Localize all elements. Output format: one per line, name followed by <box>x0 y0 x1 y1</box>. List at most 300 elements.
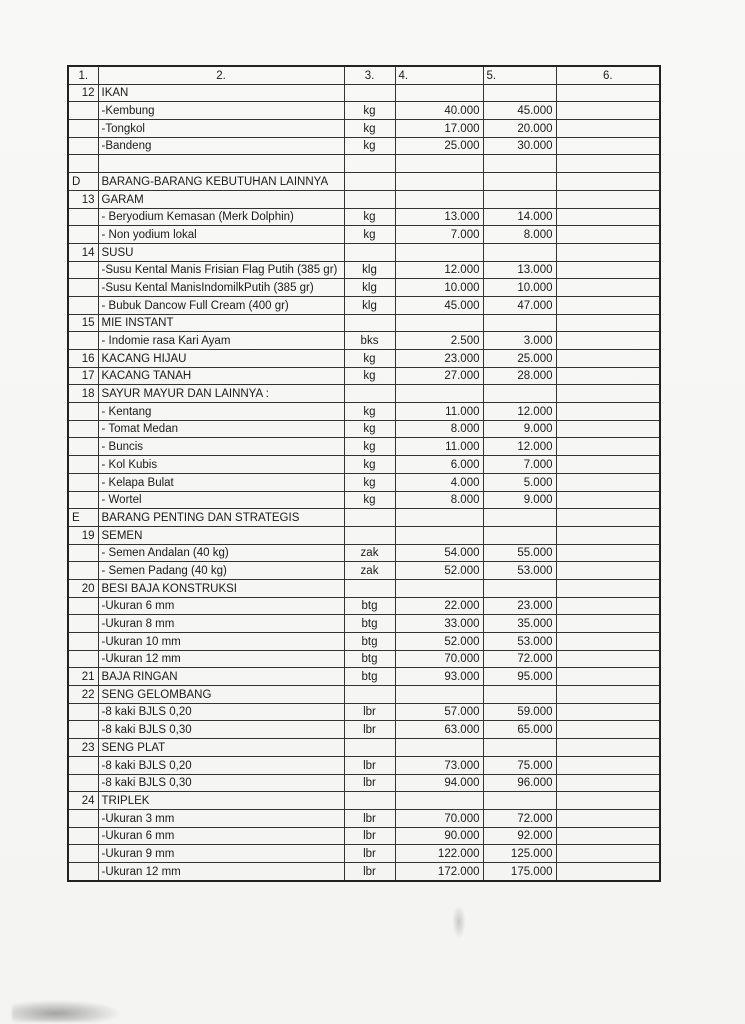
table-row <box>68 137 660 155</box>
unit-cell: kg <box>344 137 395 155</box>
value-col4-cell: 8.000 <box>395 420 483 438</box>
table-row <box>68 102 660 120</box>
value-col6-cell <box>556 774 660 792</box>
table-row <box>68 367 660 385</box>
value-col6-cell <box>556 579 660 597</box>
value-col6-cell <box>556 261 660 279</box>
value-col5-cell: 35.000 <box>483 615 556 633</box>
value-col5-cell: 25.000 <box>483 350 556 368</box>
value-col4-cell: 52.000 <box>395 562 483 580</box>
table-row <box>68 739 660 757</box>
table-row <box>68 226 660 244</box>
table-row <box>68 562 660 580</box>
value-col6-cell <box>556 243 660 261</box>
unit-cell: lbr <box>344 827 395 845</box>
table-row <box>68 403 660 421</box>
item-name-cell: - Beryodium Kemasan (Merk Dolphin) <box>98 208 344 226</box>
unit-cell: kg <box>344 120 395 138</box>
value-col4-cell: 172.000 <box>395 862 483 880</box>
item-name-cell: IKAN <box>98 84 344 102</box>
unit-cell: zak <box>344 544 395 562</box>
value-col6-cell <box>556 190 660 208</box>
value-col5-cell: 95.000 <box>483 668 556 686</box>
table-row <box>68 438 660 456</box>
item-name-cell: SENG GELOMBANG <box>98 686 344 704</box>
unit-cell: btg <box>344 633 395 651</box>
row-number-cell: 16 <box>68 350 98 368</box>
table-body <box>68 66 660 881</box>
table-row <box>68 845 660 863</box>
table-row <box>68 243 660 261</box>
value-col6-cell <box>556 350 660 368</box>
item-name-cell: KACANG TANAH <box>98 367 344 385</box>
item-name-cell: - Wortel <box>98 491 344 509</box>
table-row <box>68 314 660 332</box>
table-row <box>68 862 660 880</box>
value-col5-cell: 45.000 <box>483 102 556 120</box>
value-col4-cell: 90.000 <box>395 827 483 845</box>
value-col5-cell: 72.000 <box>483 809 556 827</box>
unit-cell: kg <box>344 102 395 120</box>
unit-cell <box>344 155 395 173</box>
value-col4-cell <box>395 579 483 597</box>
table-row <box>68 633 660 651</box>
unit-cell: lbr <box>344 862 395 880</box>
table-row <box>68 792 660 810</box>
item-name-cell: -Ukuran 6 mm <box>98 827 344 845</box>
value-col5-cell: 59.000 <box>483 703 556 721</box>
item-name-cell: -Kembung <box>98 102 344 120</box>
value-col4-cell <box>395 155 483 173</box>
header-cell-6: 6. <box>556 66 660 84</box>
value-col4-cell: 54.000 <box>395 544 483 562</box>
value-col5-cell <box>483 739 556 757</box>
unit-cell <box>344 190 395 208</box>
header-row <box>68 66 660 84</box>
value-col5-cell: 30.000 <box>483 137 556 155</box>
header-cell-1: 1. <box>68 66 98 84</box>
value-col5-cell: 12.000 <box>483 403 556 421</box>
row-number-cell: 12 <box>68 84 98 102</box>
item-name-cell: -Ukuran 8 mm <box>98 615 344 633</box>
row-number-cell <box>68 102 98 120</box>
row-number-cell: 15 <box>68 314 98 332</box>
value-col5-cell: 13.000 <box>483 261 556 279</box>
unit-cell: klg <box>344 279 395 297</box>
row-number-cell <box>68 862 98 880</box>
unit-cell: klg <box>344 261 395 279</box>
item-name-cell: -8 kaki BJLS 0,20 <box>98 703 344 721</box>
item-name-cell: -8 kaki BJLS 0,30 <box>98 721 344 739</box>
value-col4-cell <box>395 314 483 332</box>
unit-cell: lbr <box>344 809 395 827</box>
table-row <box>68 827 660 845</box>
item-name-cell: -Susu Kental Manis Frisian Flag Putih (385 gr) <box>98 261 344 279</box>
row-number-cell <box>68 261 98 279</box>
value-col6-cell <box>556 792 660 810</box>
item-name-cell: -Ukuran 9 mm <box>98 845 344 863</box>
value-col4-cell: 17.000 <box>395 120 483 138</box>
table-row <box>68 385 660 403</box>
row-number-cell <box>68 703 98 721</box>
value-col6-cell <box>556 332 660 350</box>
unit-cell <box>344 526 395 544</box>
value-col4-cell: 40.000 <box>395 102 483 120</box>
value-col6-cell <box>556 102 660 120</box>
item-name-cell: GARAM <box>98 190 344 208</box>
row-number-cell <box>68 456 98 474</box>
row-number-cell <box>68 756 98 774</box>
unit-cell: lbr <box>344 774 395 792</box>
item-name-cell: -Susu Kental ManisIndomilkPutih (385 gr) <box>98 279 344 297</box>
item-name-cell: -8 kaki BJLS 0,30 <box>98 774 344 792</box>
item-name-cell: -Ukuran 3 mm <box>98 809 344 827</box>
row-number-cell <box>68 774 98 792</box>
value-col4-cell: 8.000 <box>395 491 483 509</box>
table-row <box>68 615 660 633</box>
value-col5-cell: 53.000 <box>483 633 556 651</box>
table-row <box>68 208 660 226</box>
row-number-cell <box>68 208 98 226</box>
table-row <box>68 491 660 509</box>
value-col5-cell: 9.000 <box>483 491 556 509</box>
value-col5-cell: 175.000 <box>483 862 556 880</box>
table-row <box>68 721 660 739</box>
table-row <box>68 756 660 774</box>
table-row <box>68 579 660 597</box>
value-col6-cell <box>556 721 660 739</box>
row-number-cell <box>68 296 98 314</box>
value-col6-cell <box>556 544 660 562</box>
value-col6-cell <box>556 385 660 403</box>
row-number-cell: 18 <box>68 385 98 403</box>
value-col5-cell <box>483 526 556 544</box>
table-row <box>68 509 660 527</box>
table-row <box>68 597 660 615</box>
value-col4-cell <box>395 385 483 403</box>
value-col6-cell <box>556 84 660 102</box>
table-row <box>68 84 660 102</box>
row-number-cell <box>68 332 98 350</box>
unit-cell: kg <box>344 403 395 421</box>
value-col4-cell <box>395 739 483 757</box>
header-cell-5: 5. <box>483 66 556 84</box>
unit-cell <box>344 243 395 261</box>
value-col4-cell <box>395 173 483 191</box>
table-row <box>68 279 660 297</box>
unit-cell: kg <box>344 456 395 474</box>
row-number-cell <box>68 438 98 456</box>
row-number-cell: 22 <box>68 686 98 704</box>
value-col6-cell <box>556 809 660 827</box>
value-col5-cell <box>483 155 556 173</box>
value-col4-cell: 73.000 <box>395 756 483 774</box>
value-col5-cell <box>483 84 556 102</box>
value-col6-cell <box>556 367 660 385</box>
row-number-cell: 23 <box>68 739 98 757</box>
unit-cell <box>344 792 395 810</box>
item-name-cell: -Ukuran 6 mm <box>98 597 344 615</box>
row-number-cell <box>68 562 98 580</box>
row-number-cell <box>68 597 98 615</box>
item-name-cell: - Kentang <box>98 403 344 421</box>
value-col6-cell <box>556 703 660 721</box>
row-number-cell <box>68 845 98 863</box>
header-cell-4: 4. <box>395 66 483 84</box>
item-name-cell: -Bandeng <box>98 137 344 155</box>
table-row <box>68 526 660 544</box>
value-col6-cell <box>556 597 660 615</box>
item-name-cell: -Ukuran 12 mm <box>98 650 344 668</box>
item-name-cell: - Kelapa Bulat <box>98 473 344 491</box>
value-col6-cell <box>556 473 660 491</box>
unit-cell <box>344 686 395 704</box>
table-row <box>68 296 660 314</box>
unit-cell: kg <box>344 491 395 509</box>
item-name-cell: - Indomie rasa Kari Ayam <box>98 332 344 350</box>
value-col6-cell <box>556 403 660 421</box>
unit-cell: kg <box>344 226 395 244</box>
row-number-cell <box>68 809 98 827</box>
item-name-cell: - Tomat Medan <box>98 420 344 438</box>
item-name-cell <box>98 155 344 173</box>
value-col5-cell: 47.000 <box>483 296 556 314</box>
value-col5-cell <box>483 509 556 527</box>
value-col5-cell: 10.000 <box>483 279 556 297</box>
value-col4-cell: 11.000 <box>395 403 483 421</box>
item-name-cell: -Ukuran 10 mm <box>98 633 344 651</box>
value-col5-cell: 75.000 <box>483 756 556 774</box>
item-name-cell: BAJA RINGAN <box>98 668 344 686</box>
value-col6-cell <box>556 526 660 544</box>
value-col5-cell <box>483 243 556 261</box>
value-col5-cell: 12.000 <box>483 438 556 456</box>
value-col4-cell: 10.000 <box>395 279 483 297</box>
value-col5-cell: 28.000 <box>483 367 556 385</box>
scan-speck <box>452 905 466 939</box>
row-number-cell: 24 <box>68 792 98 810</box>
table-row <box>68 703 660 721</box>
table-row <box>68 473 660 491</box>
row-number-cell: 17 <box>68 367 98 385</box>
item-name-cell: TRIPLEK <box>98 792 344 810</box>
value-col4-cell: 52.000 <box>395 633 483 651</box>
scan-smudge <box>12 1000 122 1022</box>
unit-cell: kg <box>344 473 395 491</box>
value-col6-cell <box>556 137 660 155</box>
unit-cell: kg <box>344 350 395 368</box>
value-col4-cell: 2.500 <box>395 332 483 350</box>
table-row <box>68 173 660 191</box>
value-col4-cell: 4.000 <box>395 473 483 491</box>
unit-cell <box>344 509 395 527</box>
unit-cell: lbr <box>344 756 395 774</box>
value-col4-cell <box>395 84 483 102</box>
value-col6-cell <box>556 615 660 633</box>
table-row <box>68 774 660 792</box>
value-col6-cell <box>556 827 660 845</box>
table-row <box>68 155 660 173</box>
row-number-cell <box>68 279 98 297</box>
value-col4-cell: 70.000 <box>395 650 483 668</box>
value-col6-cell <box>556 862 660 880</box>
table-row <box>68 350 660 368</box>
value-col5-cell: 96.000 <box>483 774 556 792</box>
row-number-cell <box>68 120 98 138</box>
row-number-cell <box>68 473 98 491</box>
item-name-cell: MIE INSTANT <box>98 314 344 332</box>
row-number-cell: 13 <box>68 190 98 208</box>
row-number-cell <box>68 544 98 562</box>
value-col4-cell: 6.000 <box>395 456 483 474</box>
value-col4-cell: 11.000 <box>395 438 483 456</box>
value-col6-cell <box>556 633 660 651</box>
value-col4-cell: 25.000 <box>395 137 483 155</box>
unit-cell: kg <box>344 367 395 385</box>
item-name-cell: - Kol Kubis <box>98 456 344 474</box>
row-number-cell: D <box>68 173 98 191</box>
unit-cell: lbr <box>344 703 395 721</box>
table-row <box>68 456 660 474</box>
unit-cell <box>344 385 395 403</box>
unit-cell: kg <box>344 420 395 438</box>
value-col4-cell: 33.000 <box>395 615 483 633</box>
item-name-cell: BARANG PENTING DAN STRATEGIS <box>98 509 344 527</box>
table-row <box>68 120 660 138</box>
item-name-cell: -8 kaki BJLS 0,20 <box>98 756 344 774</box>
value-col4-cell: 45.000 <box>395 296 483 314</box>
unit-cell: kg <box>344 438 395 456</box>
value-col4-cell: 23.000 <box>395 350 483 368</box>
table-row <box>68 420 660 438</box>
item-name-cell: - Semen Andalan (40 kg) <box>98 544 344 562</box>
header-cell-3: 3. <box>344 66 395 84</box>
table-row <box>68 544 660 562</box>
value-col4-cell: 22.000 <box>395 597 483 615</box>
value-col4-cell: 93.000 <box>395 668 483 686</box>
value-col5-cell <box>483 190 556 208</box>
value-col6-cell <box>556 420 660 438</box>
value-col4-cell: 7.000 <box>395 226 483 244</box>
row-number-cell: 21 <box>68 668 98 686</box>
value-col4-cell: 70.000 <box>395 809 483 827</box>
value-col5-cell: 23.000 <box>483 597 556 615</box>
value-col6-cell <box>556 845 660 863</box>
unit-cell <box>344 739 395 757</box>
value-col6-cell <box>556 438 660 456</box>
unit-cell: btg <box>344 597 395 615</box>
row-number-cell: 19 <box>68 526 98 544</box>
value-col5-cell <box>483 686 556 704</box>
unit-cell: btg <box>344 668 395 686</box>
item-name-cell: SEMEN <box>98 526 344 544</box>
row-number-cell: 20 <box>68 579 98 597</box>
item-name-cell: - Non yodium lokal <box>98 226 344 244</box>
value-col5-cell: 125.000 <box>483 845 556 863</box>
row-number-cell <box>68 403 98 421</box>
value-col5-cell: 55.000 <box>483 544 556 562</box>
value-col5-cell: 5.000 <box>483 473 556 491</box>
unit-cell: klg <box>344 296 395 314</box>
unit-cell: lbr <box>344 845 395 863</box>
unit-cell <box>344 314 395 332</box>
value-col6-cell <box>556 686 660 704</box>
row-number-cell <box>68 650 98 668</box>
table-row <box>68 650 660 668</box>
price-table <box>67 65 661 882</box>
value-col4-cell <box>395 509 483 527</box>
value-col6-cell <box>556 120 660 138</box>
value-col5-cell <box>483 314 556 332</box>
unit-cell: btg <box>344 615 395 633</box>
value-col6-cell <box>556 739 660 757</box>
item-name-cell: -Ukuran 12 mm <box>98 862 344 880</box>
value-col6-cell <box>556 155 660 173</box>
value-col6-cell <box>556 562 660 580</box>
value-col5-cell <box>483 173 556 191</box>
value-col6-cell <box>556 650 660 668</box>
value-col5-cell: 53.000 <box>483 562 556 580</box>
value-col4-cell <box>395 190 483 208</box>
value-col4-cell: 12.000 <box>395 261 483 279</box>
value-col5-cell: 65.000 <box>483 721 556 739</box>
row-number-cell <box>68 827 98 845</box>
value-col5-cell <box>483 792 556 810</box>
item-name-cell: -Tongkol <box>98 120 344 138</box>
value-col6-cell <box>556 509 660 527</box>
row-number-cell <box>68 226 98 244</box>
value-col4-cell <box>395 526 483 544</box>
unit-cell: zak <box>344 562 395 580</box>
row-number-cell <box>68 721 98 739</box>
value-col4-cell: 57.000 <box>395 703 483 721</box>
value-col6-cell <box>556 226 660 244</box>
item-name-cell: - Buncis <box>98 438 344 456</box>
value-col6-cell <box>556 456 660 474</box>
item-name-cell: SENG PLAT <box>98 739 344 757</box>
value-col6-cell <box>556 491 660 509</box>
value-col6-cell <box>556 668 660 686</box>
unit-cell <box>344 579 395 597</box>
value-col5-cell <box>483 385 556 403</box>
row-number-cell <box>68 137 98 155</box>
value-col5-cell: 7.000 <box>483 456 556 474</box>
value-col5-cell <box>483 579 556 597</box>
table-row <box>68 190 660 208</box>
value-col4-cell: 63.000 <box>395 721 483 739</box>
table-row <box>68 668 660 686</box>
table-row <box>68 686 660 704</box>
table-row <box>68 809 660 827</box>
table-row <box>68 332 660 350</box>
row-number-cell <box>68 155 98 173</box>
value-col4-cell <box>395 686 483 704</box>
value-col5-cell: 72.000 <box>483 650 556 668</box>
unit-cell: btg <box>344 650 395 668</box>
value-col5-cell: 8.000 <box>483 226 556 244</box>
unit-cell: kg <box>344 208 395 226</box>
unit-cell <box>344 173 395 191</box>
value-col4-cell: 94.000 <box>395 774 483 792</box>
row-number-cell: 14 <box>68 243 98 261</box>
value-col6-cell <box>556 279 660 297</box>
value-col6-cell <box>556 756 660 774</box>
value-col5-cell: 92.000 <box>483 827 556 845</box>
item-name-cell: SAYUR MAYUR DAN LAINNYA : <box>98 385 344 403</box>
value-col4-cell: 27.000 <box>395 367 483 385</box>
value-col4-cell: 13.000 <box>395 208 483 226</box>
item-name-cell: - Semen Padang (40 kg) <box>98 562 344 580</box>
